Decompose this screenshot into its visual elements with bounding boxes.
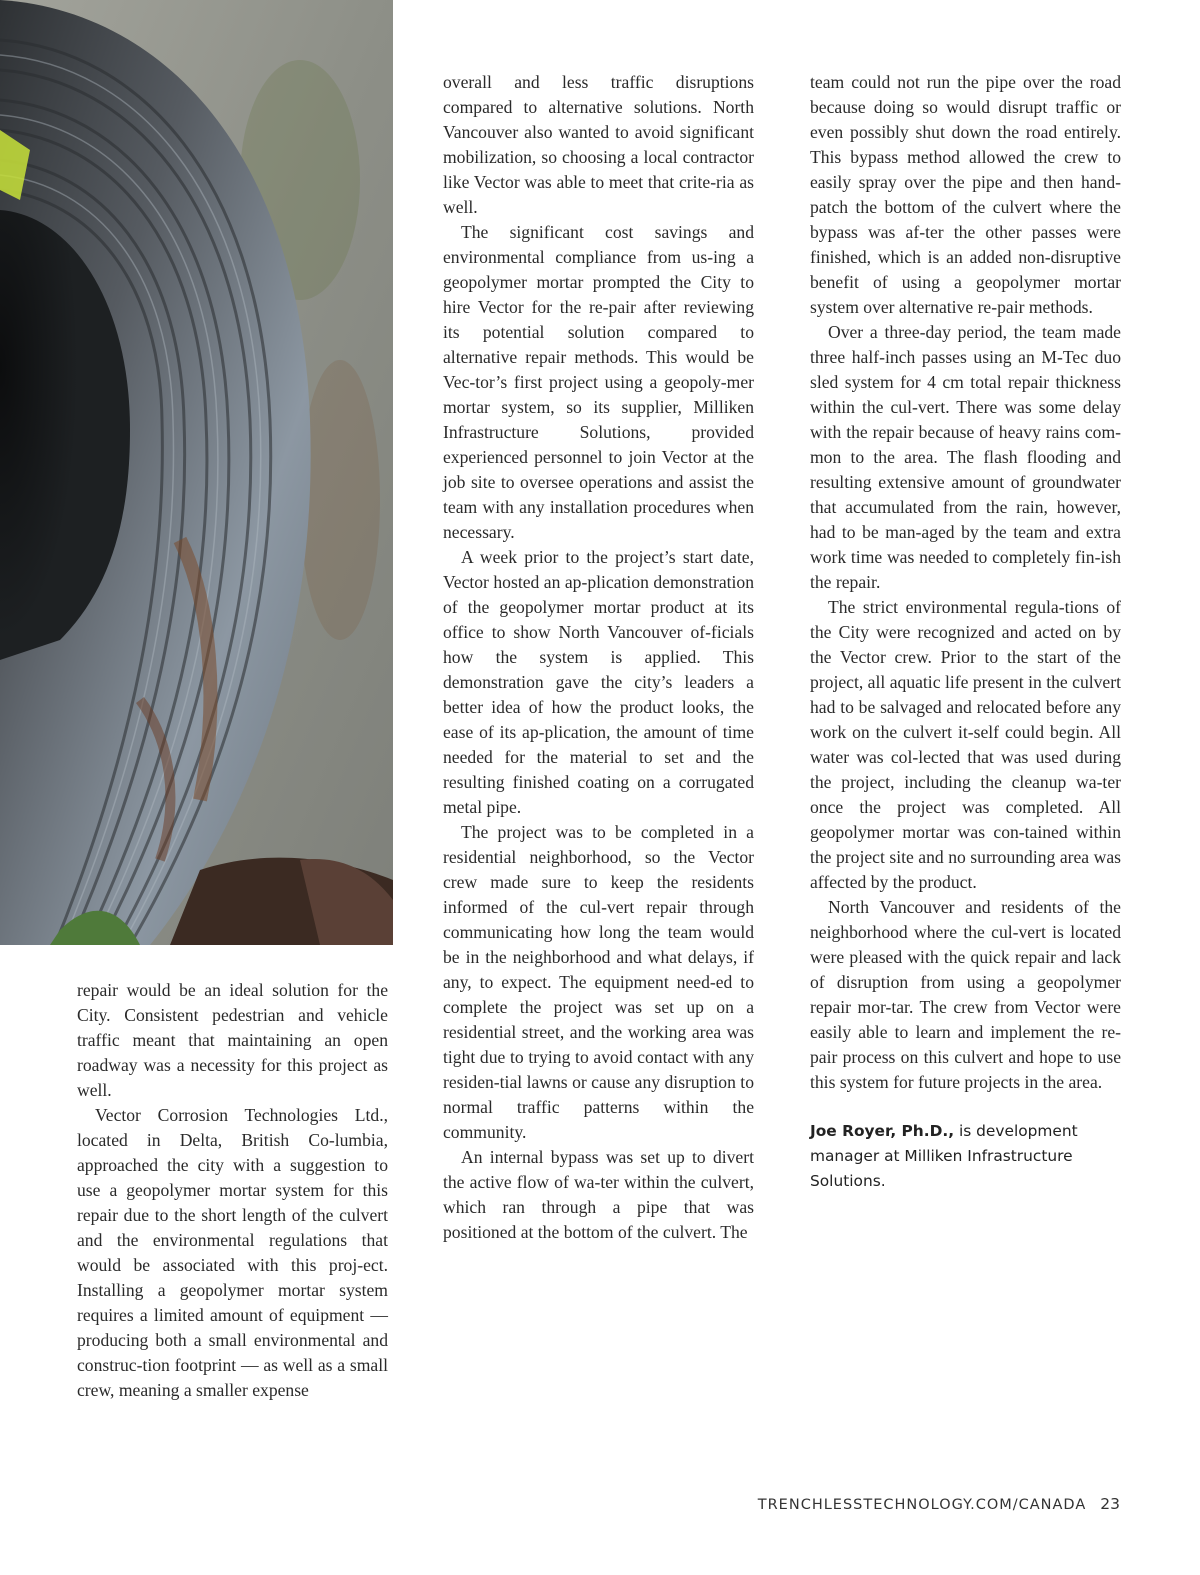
page-footer [758,1495,1120,1513]
paragraph: North Vancouver and residents of the neighborhood where the cul-vert is located were pleased with the quick repair and lack of disruption from using a geopolymer repair mor-tar. The crew from Vector were easily able to learn and implement the re-pair process on this culvert and hope to use this system for future projects in the area. [810,897,1121,1092]
paragraph: overall and less traffic disruptions compared to alternative solutions. North Vancouver also wanted to avoid significant mobilization, so choosing a local contractor like Vector was able to meet that crite-ria as well. [443,72,754,217]
culvert-photo [0,0,393,945]
paragraph: A week prior to the project’s start date, Vector hosted an ap-plication demonstration of the geopolymer mortar product at its office to show North Vancouver of-ficials how the system is applied. This demonstration gave the city’s leaders a better idea of how the product looks, the ease of its ap-plication, the amount of time needed for the material to set and the resulting finished coating on a corrugated metal pipe. [443,547,754,817]
paragraph: repair would be an ideal solution for the City. Consistent pedestrian and vehicle traffic meant that maintaining an open roadway was a necessity for this project as well. [77,980,388,1100]
paragraph: The strict environmental regula-tions of the City were recognized and acted on by the Vector crew. Prior to the start of the project, all aquatic life present in the culvert had to be salvaged and relocated before any work on the culvert it-self could begin. All water was col-lected that was used during the project, including the cleanup wa-ter once the project was completed. All geopolymer mortar was con-tained within the project site and no surrounding area was affected by the product. [810,597,1121,892]
author-description: is development manager at Milliken Infrastructure Solutions. [810,1122,1078,1190]
paragraph: The significant cost savings and environmental compliance from us-ing a geopolymer mortar prompted the City to hire Vector for the re-pair after reviewing its potential solution compared to alternative repair methods. This would be Vec-tor’s first project using a geopoly-mer mortar system, so its supplier, Milliken Infrastructure Solutions, provided experienced personnel to join Vector at the job site to oversee operations and assist the team with any installation procedures when necessary. [443,222,754,542]
culvert-photo-art [0,0,393,945]
paragraph: Over a three-day period, the team made three half-inch passes using an M-Tec duo sled system for 4 cm total repair thickness within the cul-vert. There was some delay with the repair because of heavy rains com-mon to the area. The flash flooding and resulting extensive amount of groundwater that accumulated from the rain, however, had to be man-aged by the team and extra work time was needed to completely fin-ish the repair. [810,322,1121,592]
paragraph: Vector Corrosion Technologies Ltd., located in Delta, British Co-lumbia, approached the city with a suggestion to use a geopolymer mortar system for this repair due to the short length of the culvert and the environmental regulations that would be associated with this proj-ect. Installing a geopolymer mortar system requires a limited amount of equipment — producing both a small environmental and construc-tion footprint — as well as a small crew, meaning a smaller expense [77,1105,388,1400]
paragraph: The project was to be completed in a residential neighborhood, so the Vector crew made sure to keep the residents informed of the cul-vert repair through communicating how long the team would be in the neighborhood and what delays, if any, to expect. The equipment need-ed to complete the project was set up on a residential street, and the working area was tight due to trying to avoid contact with any residen-tial lawns or cause any disruption to normal traffic patterns within the community. [443,822,754,1142]
paragraph: An internal bypass was set up to divert the active flow of wa-ter within the culvert, which ran through a pipe that was positioned at the bottom of the culvert. The [443,1147,754,1242]
paragraph: team could not run the pipe over the road because doing so would disrupt traffic or even possibly shut down the road entirely. This bypass method allowed the crew to easily spray over the pipe and then hand-patch the bottom of the culvert where the bypass was af-ter the other passes were finished, which is an added non-disruptive benefit of using a geopolymer mortar system over alternative re-pair methods. [810,72,1121,317]
author-name: Joe Royer, Ph.D., [810,1122,955,1140]
column-1 [77,978,388,1403]
page-number: 23 [1100,1495,1120,1513]
column-3 [810,70,1121,1194]
footer-site-link[interactable]: TRENCHLESSTECHNOLOGY.COM/CANADA [757,1497,1087,1513]
author-bio [810,1119,1121,1194]
column-2 [443,70,754,1245]
